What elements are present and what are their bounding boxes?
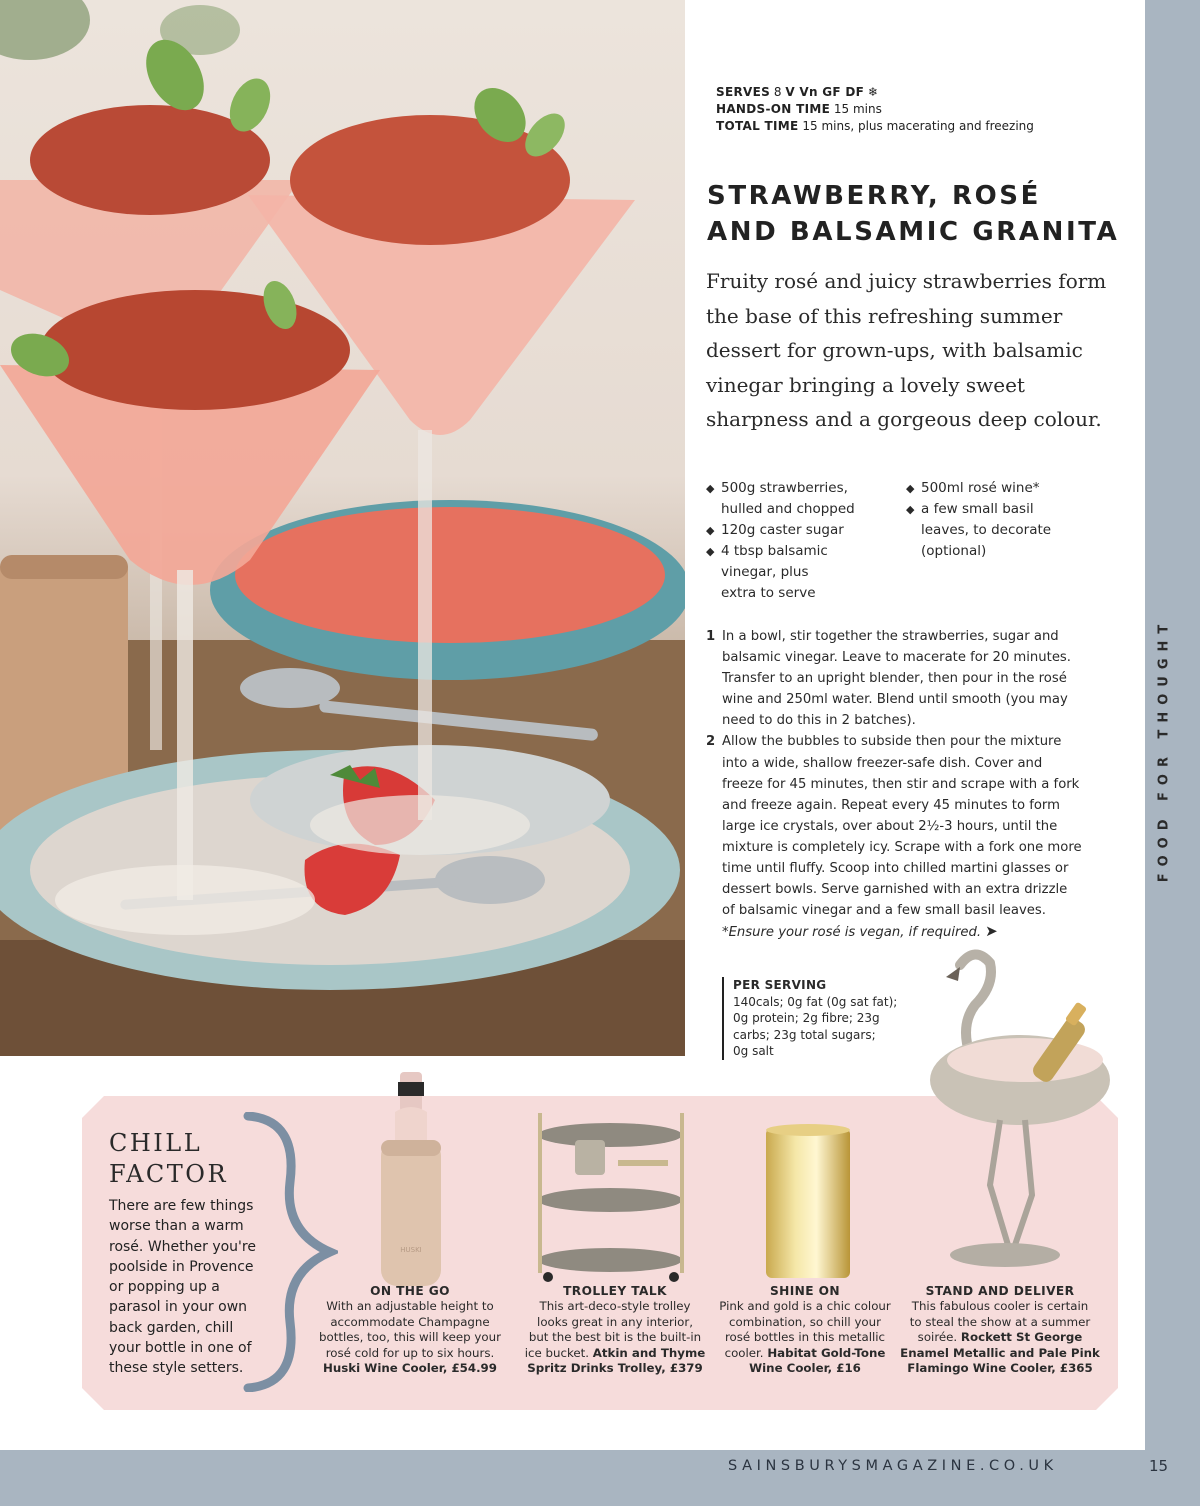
- product-trolley-talk: TROLLEY TALK This art-deco-style trolley looks great in any interior, but the best bit is the built-in ice bucket. Atkin and Thyme Spritz Drinks Trolley, £379: [524, 1284, 706, 1376]
- arrow-right-icon: ➤: [985, 922, 998, 941]
- product-on-the-go: ON THE GO With an adjustable height to accommodate Champagne bottles, too, this will keep your rosé cold for up to six hours. Huski Wine Cooler, £54.99: [319, 1284, 501, 1376]
- section-side-label: FOOD FOR THOUGHT: [1156, 617, 1172, 883]
- list-item: ◆ a few small basil leaves, to decorate (optional): [906, 501, 1052, 559]
- huski-logo: HUSKI: [400, 1246, 422, 1254]
- vegan-note: *Ensure your rosé is vegan, if required. ➤: [722, 922, 998, 941]
- product-shine-on: SHINE ON Pink and gold is a chic colour combination, so chill your rosé bottles in this metallic cooler. Habitat Gold-Tone Wine Cooler, £16: [719, 1284, 891, 1376]
- per-serving-nutrition: PER SERVING 140cals; 0g fat (0g sat fat); 0g protein; 2g fibre; 23g carbs; 23g total sugars; 0g salt: [722, 977, 912, 1060]
- snowflake-icon: ❄: [868, 85, 879, 99]
- list-item: ◆ 120g caster sugar: [706, 520, 906, 541]
- step-1: 1 In a bowl, stir together the strawberries, sugar and balsamic vinegar. Leave to macerate for 20 minutes. Transfer to an upright blender, then pour in the rosé wine and 250ml water. Blend until smooth (you may need to do this in 2 batches).: [706, 629, 1071, 729]
- total-time-row: TOTAL TIME 15 mins, plus macerating and freezing: [716, 119, 1034, 133]
- serves-row: SERVES 8 V Vn GF DF ❄: [716, 85, 879, 99]
- method-steps: [706, 626, 1106, 943]
- ingredients-column-1: [706, 478, 906, 604]
- list-item: ◆ 500g strawberries, hulled and chopped: [706, 480, 855, 517]
- diamond-bullet-icon: ◆: [906, 503, 915, 516]
- granita-illustration: [0, 0, 685, 1056]
- gold-wine-cooler-image: [762, 1122, 854, 1282]
- recipe-meta: [716, 84, 1034, 135]
- flamingo-cooler-image: [920, 945, 1130, 1275]
- page-number: 15: [1149, 1457, 1169, 1475]
- dietary-badges: V Vn GF DF: [785, 85, 865, 99]
- huski-cooler-image: [375, 1072, 450, 1288]
- recipe-intro: Fruity rosé and juicy strawberries form the base of this refreshing summer dessert for grown-ups, with balsamic vinegar bringing a lovely sweet sharpness and a gorgeous deep colour.: [706, 269, 1107, 432]
- step-2: 2 Allow the bubbles to subside then pour the mixture into a wide, shallow freezer-safe dish. Cover and freeze for 45 minutes, then stir and scrape with a fork and freeze again. Repeat every 45 minutes to form large ice crystals, over about 2½-3 hours, until the mixture is completely icy. Scrape with a fork one more time until fluffy. Scoop into chilled martini glasses or dessert bowls. Serve garnished with an extra drizzle of balsamic vinegar and a few small basil leaves.: [706, 734, 1082, 919]
- diamond-bullet-icon: ◆: [906, 482, 915, 495]
- chill-factor-title: CHILL FACTOR: [109, 1129, 229, 1188]
- ingredients-column-2: [906, 478, 1106, 562]
- recipe-title: STRAWBERRY, ROSÉ AND BALSAMIC GRANITA: [707, 181, 1120, 247]
- diamond-bullet-icon: ◆: [706, 482, 715, 495]
- list-item: ◆ 500ml rosé wine*: [906, 478, 1106, 499]
- hands-on-row: HANDS-ON TIME 15 mins: [716, 102, 882, 116]
- list-item: ◆ 4 tbsp balsamic vinegar, plus extra to serve: [706, 543, 828, 601]
- chill-factor-body: There are few things worse than a warm rosé. Whether you're poolside in Provence or popping up a parasol in your own back garden, chill your bottle in one of these style setters.: [109, 1198, 256, 1377]
- diamond-bullet-icon: ◆: [706, 524, 715, 537]
- product-stand-and-deliver: STAND AND DELIVER This fabulous cooler is certain to steal the show at a summer soirée. Rockett St George Enamel Metallic and Pale Pink Flamingo Wine Cooler, £365: [900, 1284, 1100, 1376]
- hero-photo-granita: [0, 0, 685, 1056]
- magazine-url: SAINSBURYSMAGAZINE.CO.UK: [728, 1458, 1058, 1474]
- drinks-trolley-image: [530, 1105, 695, 1285]
- diamond-bullet-icon: ◆: [706, 545, 715, 558]
